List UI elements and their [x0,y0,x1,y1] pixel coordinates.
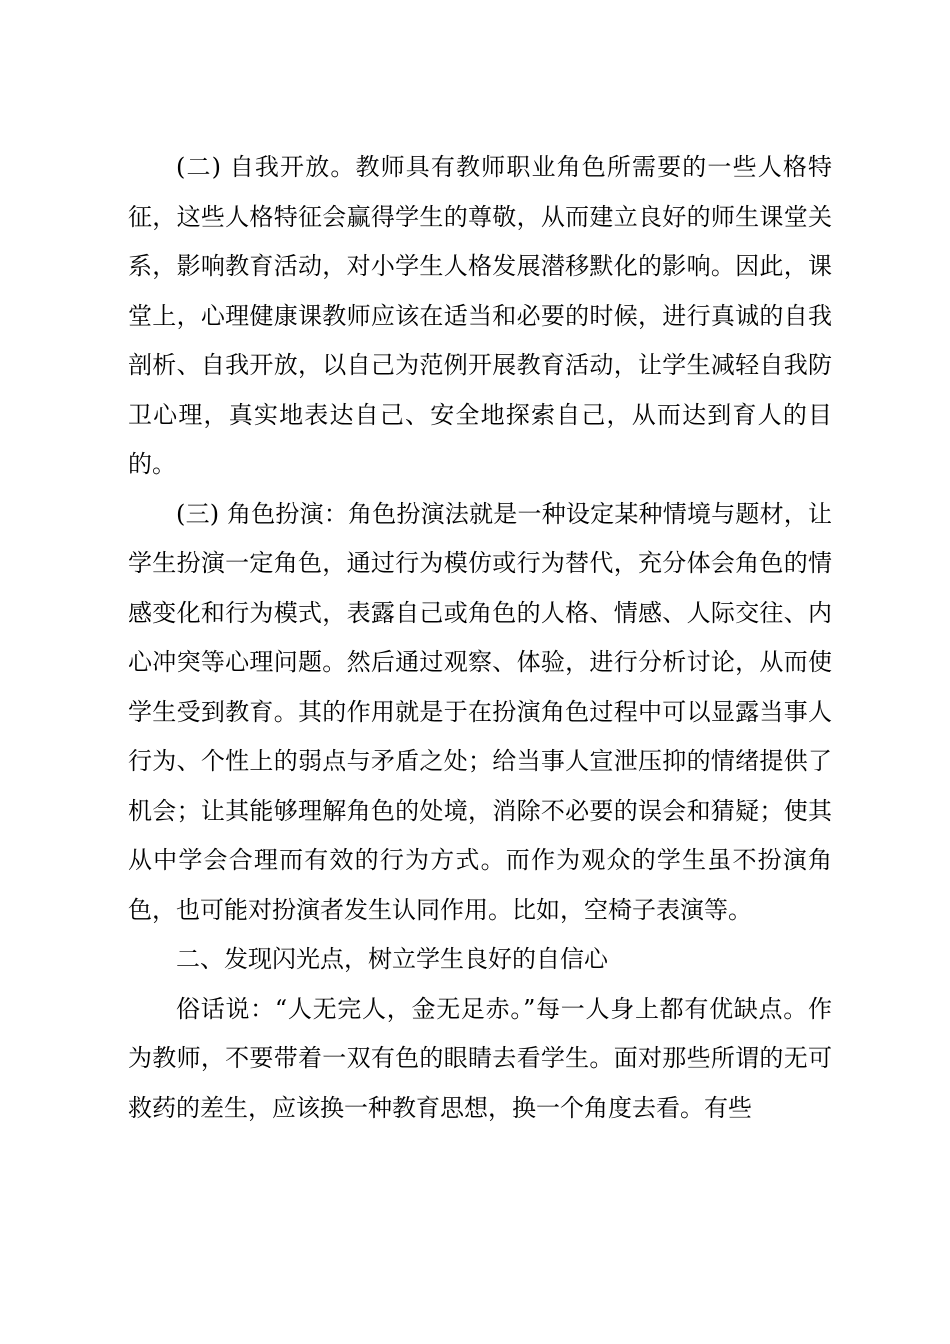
paragraph-proverb: 俗话说：“人无完人，金无足赤。”每一人身上都有优缺点。作为教师，不要带着一双有色的眼睛去看学生。面对那些所谓的无可救药的差生，应该换一种教育思想，换一个角度去看。有些 [128,994,832,1122]
paragraph-self-disclosure: (二) 自我开放。教师具有教师职业角色所需要的一些人格特征，这些人格特征会赢得学生的尊敬，从而建立良好的师生课堂关系，影响教育活动，对小学生人格发展潜移默化的影响。因此，课堂上，心理健康课教师应该在适当和必要的时候，进行真诚的自我剖析、自我开放，以自己为范例开展教育活动，让学生减轻自我防卫心理，真实地表达自己、安全地探索自己，从而达到育人的目的。 [128,153,832,478]
document-body [128,143,832,1133]
paragraph-role-play: (三) 角色扮演：角色扮演法就是一种设定某种情境与题材，让学生扮演一定角色，通过行为模仿或行为替代，充分体会角色的情感变化和行为模式，表露自己或角色的人格、情感、人际交往、内心冲突等心理问题。然后通过观察、体验，进行分析讨论，从而使学生受到教育。其的作用就是于在扮演角色过程中可以显露当事人行为、个性上的弱点与矛盾之处；给当事人宣泄压抑的情绪提供了机会；让其能够理解角色的处境，消除不必要的误会和猜疑；使其从中学会合理而有效的行为方式。而作为观众的学生虽不扮演角色，也可能对扮演者发生认同作用。比如，空椅子表演等。 [128,499,832,924]
section-heading: 二、发现闪光点，树立学生良好的自信心 [176,945,608,973]
